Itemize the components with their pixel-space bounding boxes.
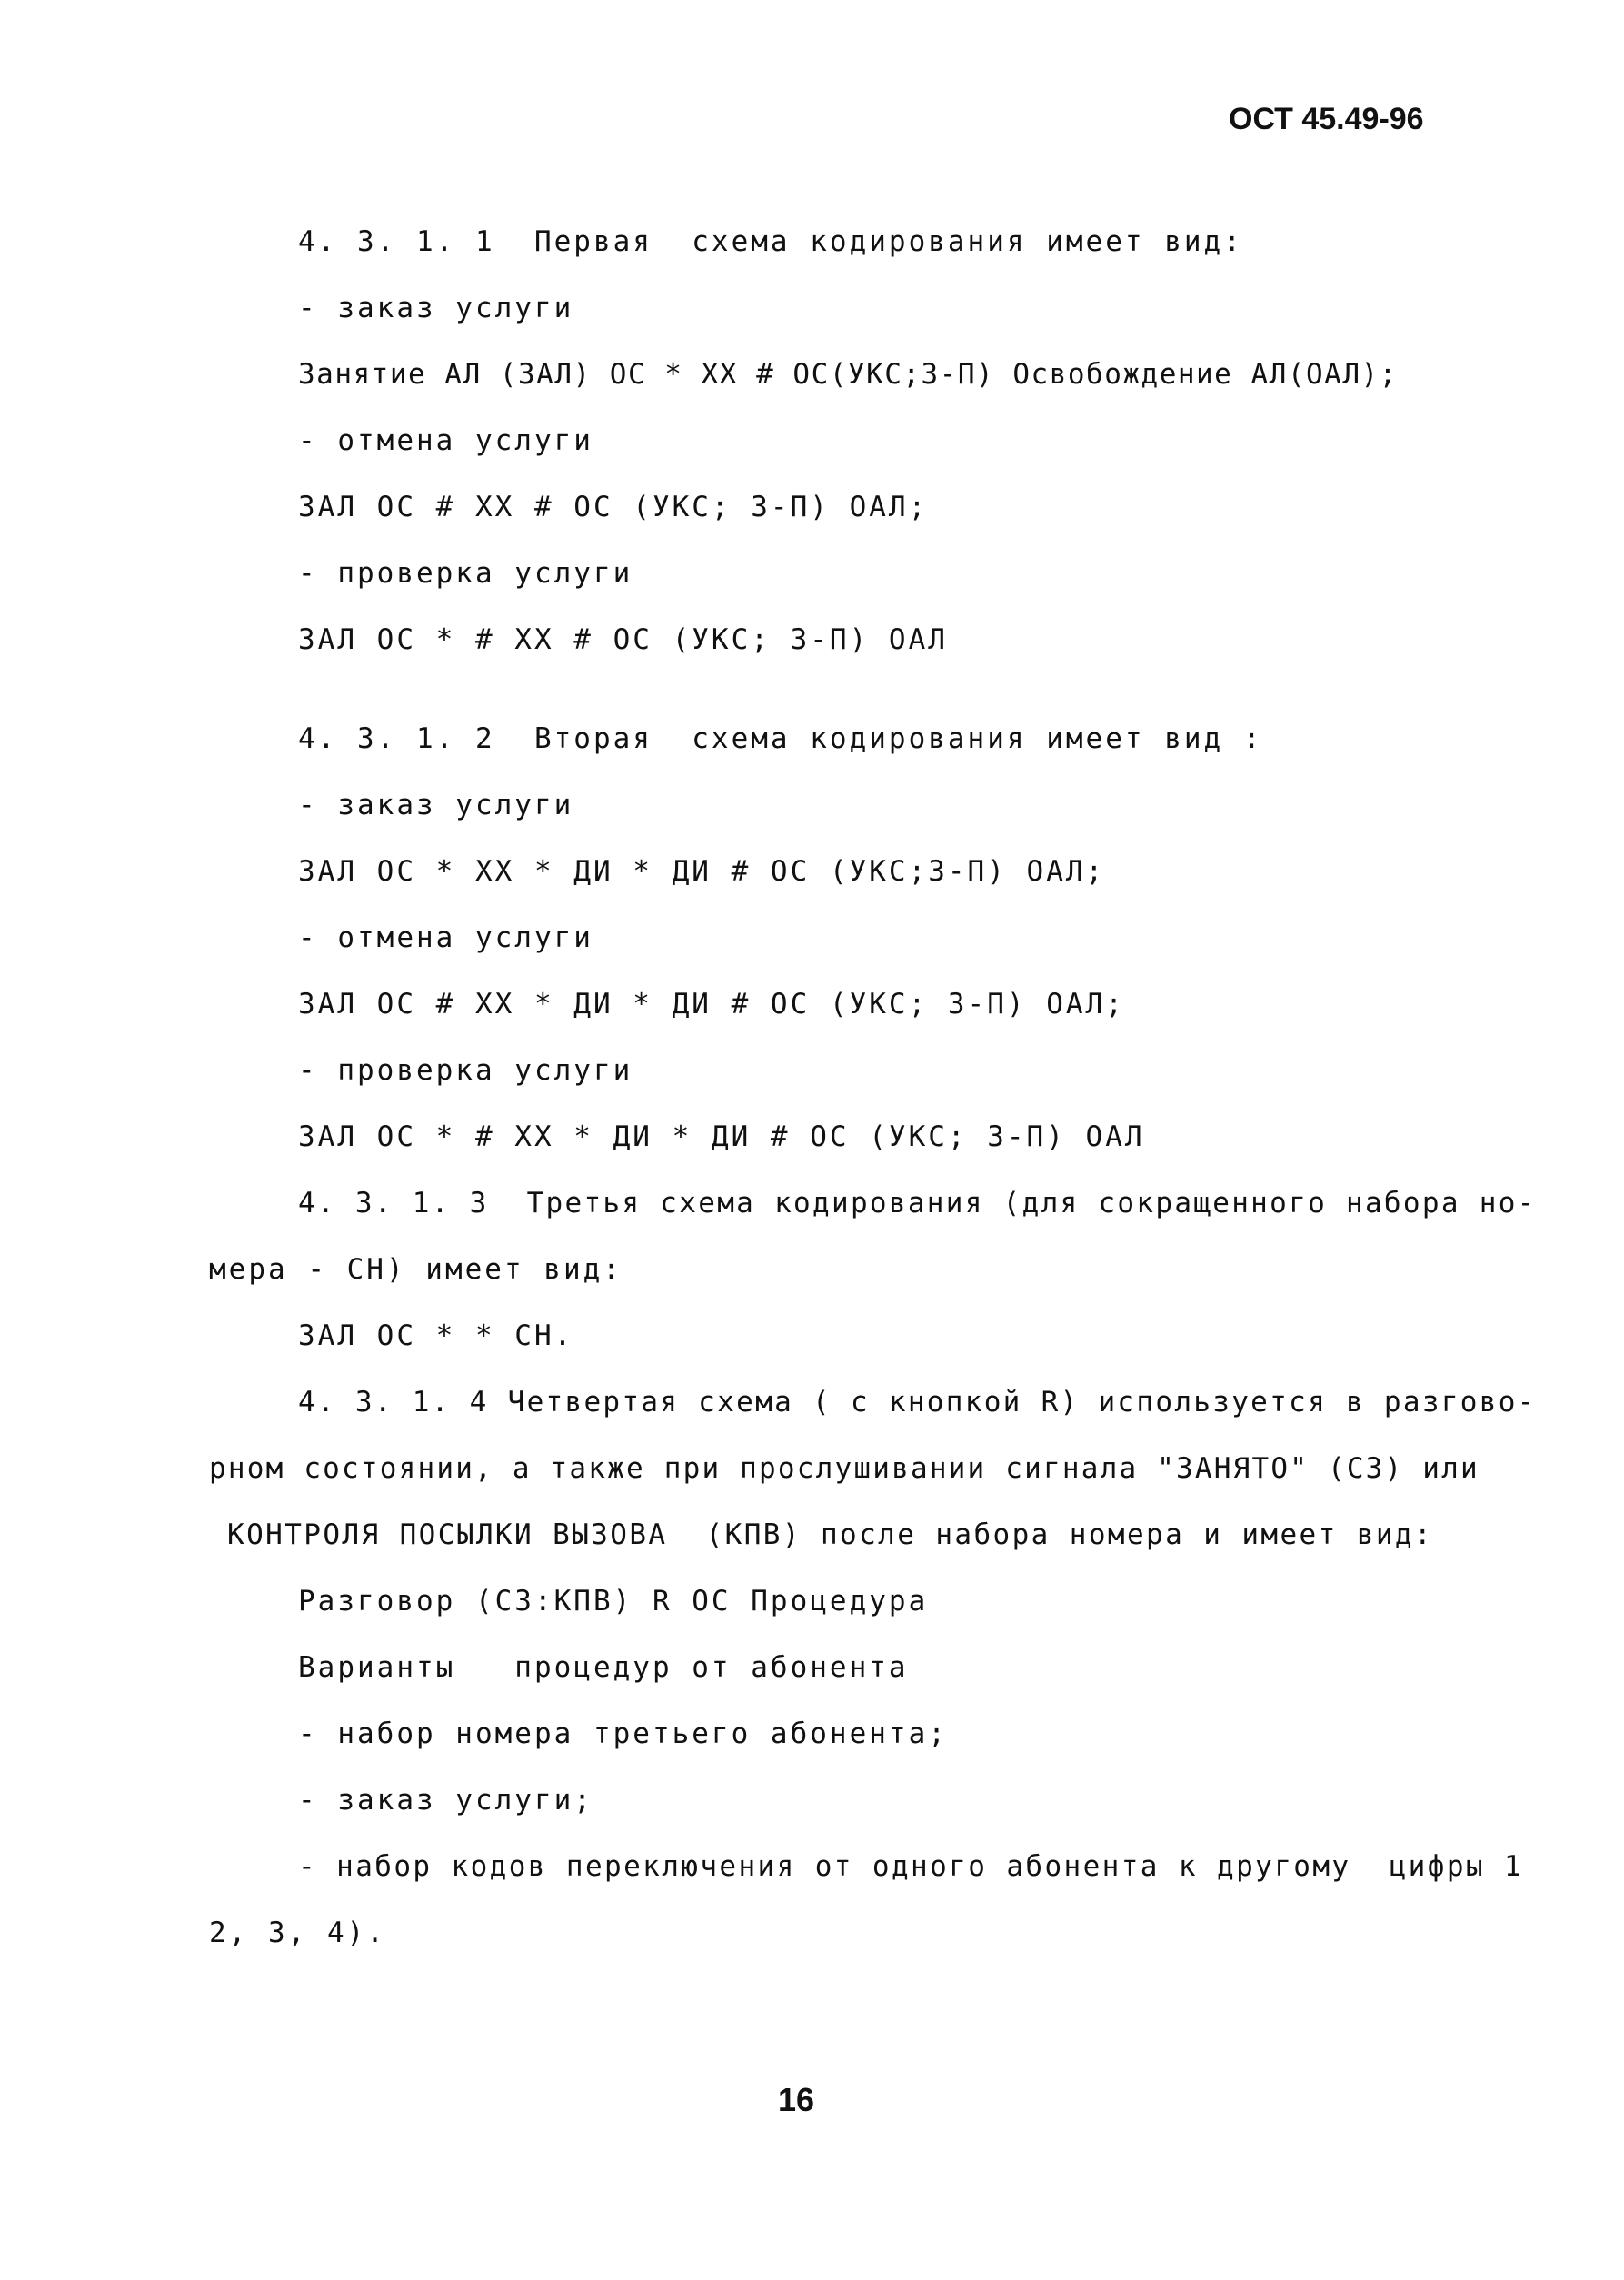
section-2-order-code: ЗАЛ ОС * XX * ДИ * ДИ # ОС (УКС;З-П) ОАЛ; — [298, 855, 1106, 888]
section-1-check-code: ЗАЛ ОС * # XX # ОС (УКС; З-П) ОАЛ — [298, 623, 948, 656]
section-3-code: ЗАЛ ОС * * СН. — [298, 1319, 574, 1352]
section-4-variant-3-line1: - набор кодов переключения от одного абонента к другому цифры 1 — [298, 1850, 1524, 1883]
section-4-line2: рном состоянии, а также при прослушивании сигнала "ЗАНЯТО" (СЗ) или — [209, 1452, 1480, 1485]
section-1-cancel-code: ЗАЛ ОС # XX # ОС (УКС; З-П) ОАЛ; — [298, 491, 929, 523]
section-4-variant-2: - заказ услуги; — [298, 1784, 593, 1817]
section-2-heading: 4. 3. 1. 2 Вторая схема кодирования имеет вид : — [298, 722, 1263, 755]
section-2-cancel-label: - отмена услуги — [298, 921, 593, 954]
section-1-order-label: - заказ услуги — [298, 292, 574, 324]
section-4-variant-1: - набор номера третьего абонента; — [298, 1717, 948, 1750]
section-4-line1: 4. 3. 1. 4 Четвертая схема ( с кнопкой R) используется в разгово- — [298, 1386, 1537, 1419]
section-3-heading-line1: 4. 3. 1. 3 Третья схема кодирования (для сокращенного набора но- — [298, 1187, 1537, 1220]
section-2-cancel-code: ЗАЛ ОС # XX * ДИ * ДИ # ОС (УКС; З-П) ОАЛ; — [298, 988, 1125, 1021]
section-1-order-code: Занятие АЛ (ЗАЛ) ОС * XX # ОС(УКС;З-П) Освобождение АЛ(ОАЛ); — [298, 358, 1398, 391]
section-4-code: Разговор (СЗ:КПВ) R ОС Процедура — [298, 1585, 929, 1618]
document-code-header: ОСТ 45.49-96 — [1229, 102, 1424, 136]
section-4-variant-3-line2: 2, 3, 4). — [209, 1917, 386, 1949]
section-2-check-code: ЗАЛ ОС * # XX * ДИ * ДИ # ОС (УКС; З-П) ОАЛ — [298, 1120, 1145, 1153]
section-2-order-label: - заказ услуги — [298, 789, 574, 821]
section-3-heading-line2: мера - СН) имеет вид: — [209, 1253, 623, 1286]
section-4-variants-label: Варианты процедур от абонента — [298, 1651, 909, 1684]
page-number: 16 — [778, 2081, 815, 2118]
section-1-cancel-label: - отмена услуги — [298, 424, 593, 457]
section-1-check-label: - проверка услуги — [298, 557, 633, 590]
section-4-line3: КОНТРОЛЯ ПОСЫЛКИ ВЫЗОВА (КПВ) после набора номера и имеет вид: — [227, 1518, 1434, 1551]
section-2-check-label: - проверка услуги — [298, 1054, 633, 1087]
section-1-heading: 4. 3. 1. 1 Первая схема кодирования имеет вид: — [298, 225, 1243, 258]
